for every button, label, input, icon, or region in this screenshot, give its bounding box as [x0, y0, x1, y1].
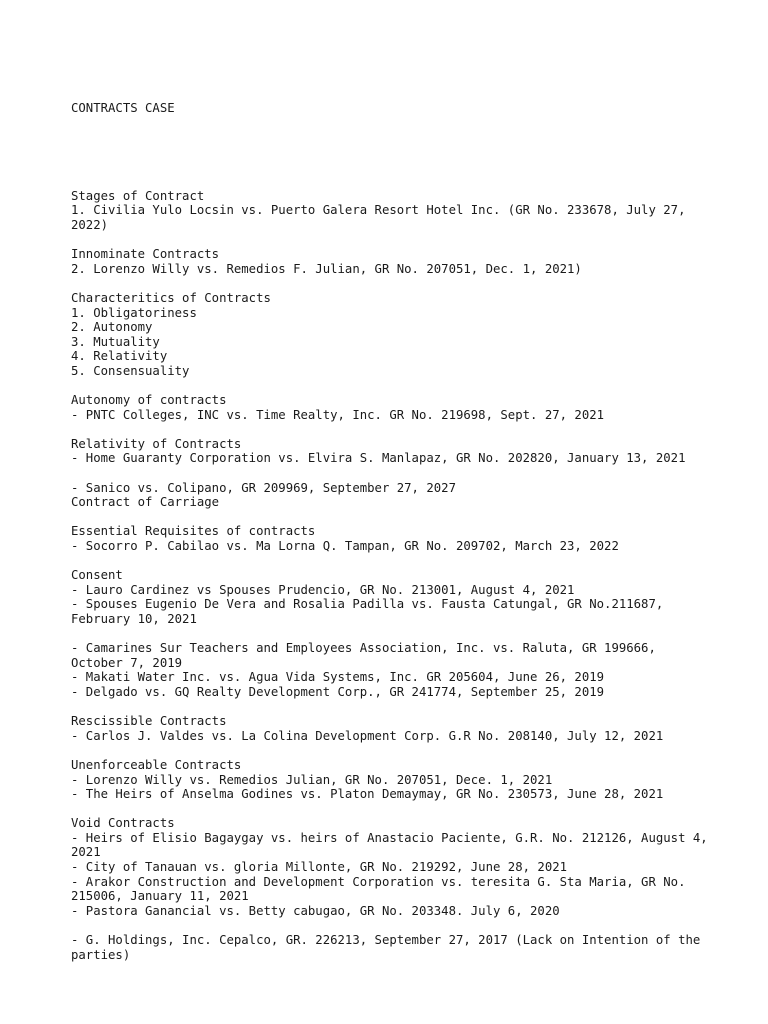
- section-heading: Unenforceable Contracts: [71, 757, 242, 772]
- section: [71, 189, 711, 247]
- section-line: - The Heirs of Anselma Godines vs. Platon Demaymay, GR No. 230573, June 28, 2021: [71, 787, 664, 802]
- section-heading: Void Contracts: [71, 816, 175, 831]
- spacer: [71, 466, 711, 481]
- section-line: - G. Holdings, Inc. Cepalco, GR. 226213, September 27, 2017 (Lack on Intention of the parties): [71, 933, 708, 962]
- section-line: 5. Consensuality: [71, 363, 190, 378]
- spacer: [71, 627, 711, 642]
- section: [71, 816, 716, 933]
- section: [71, 437, 711, 481]
- section-line: - Home Guaranty Corporation vs. Elvira S. Manlapaz, GR No. 202820, January 13, 2021: [71, 451, 686, 466]
- section-line: - PNTC Colleges, INC vs. Time Realty, Inc. GR No. 219698, Sept. 27, 2021: [71, 407, 605, 422]
- spacer: [71, 145, 711, 160]
- section-heading: Essential Requisites of contracts: [71, 524, 316, 539]
- section: [71, 758, 711, 816]
- section: [71, 247, 711, 291]
- section: [71, 481, 711, 525]
- section-line: - Delgado vs. GQ Realty Development Corp., GR 241774, September 25, 2019: [71, 684, 605, 699]
- section-line: 3. Mutuality: [71, 334, 160, 349]
- section-line: - City of Tanauan vs. gloria Millonte, GR No. 219292, June 28, 2021: [71, 860, 568, 875]
- section-heading: Characteritics of Contracts: [71, 290, 271, 305]
- section: [71, 568, 711, 641]
- spacer: [71, 700, 711, 715]
- section: [71, 933, 711, 962]
- section-line: Contract of Carriage: [71, 495, 220, 510]
- spacer: [71, 554, 711, 569]
- spacer: [71, 802, 711, 817]
- document-sections: [71, 188, 716, 962]
- section-line: - Arakor Construction and Development Corporation vs. teresita G. Sta Maria, GR No. 215006, January 11, 2021: [71, 874, 693, 904]
- section-heading: Consent: [71, 568, 123, 583]
- section-line: 4. Relativity: [71, 349, 168, 364]
- spacer: [71, 743, 711, 758]
- section: [71, 291, 711, 393]
- section-heading: Rescissible Contracts: [71, 714, 227, 729]
- section-line: - Sanico vs. Colipano, GR 209969, September 27, 2027: [71, 480, 456, 495]
- section: [71, 714, 711, 758]
- section-line: - Heirs of Elisio Bagaygay vs. heirs of Anastacio Paciente, G.R. No. 212126, August 4, 2021: [71, 830, 716, 860]
- section-line: - Lauro Cardinez vs Spouses Prudencio, GR No. 213001, August 4, 2021: [71, 582, 575, 597]
- section-heading: Innominate Contracts: [71, 247, 220, 262]
- spacer: [71, 510, 711, 525]
- document-body: [71, 72, 716, 977]
- section-line: 2. Lorenzo Willy vs. Remedios F. Julian, GR No. 207051, Dec. 1, 2021): [71, 261, 582, 276]
- section: [71, 524, 711, 568]
- section: [71, 393, 711, 437]
- section-line: - Makati Water Inc. vs. Agua Vida Systems, Inc. GR 205604, June 26, 2019: [71, 670, 605, 685]
- section-line: - Carlos J. Valdes vs. La Colina Development Corp. G.R No. 208140, July 12, 2021: [71, 728, 664, 743]
- spacer: [71, 378, 711, 393]
- section-heading: Stages of Contract: [71, 188, 205, 203]
- section-heading: Autonomy of contracts: [71, 393, 227, 408]
- section-line: - Camarines Sur Teachers and Employees Association, Inc. vs. Raluta, GR 199666, October 7, 2019: [71, 641, 664, 670]
- spacer: [71, 918, 711, 933]
- section-line: 2. Autonomy: [71, 320, 153, 335]
- section-heading: Relativity of Contracts: [71, 436, 242, 451]
- document-title: CONTRACTS CASE: [71, 101, 175, 116]
- section-line: 1. Civilia Yulo Locsin vs. Puerto Galera Resort Hotel Inc. (GR No. 233678, July 27, 2022): [71, 203, 693, 232]
- section-line: 1. Obligatoriness: [71, 305, 197, 320]
- spacer: [71, 422, 711, 437]
- section-line: - Lorenzo Willy vs. Remedios Julian, GR No. 207051, Dece. 1, 2021: [71, 772, 553, 787]
- spacer: [71, 233, 711, 248]
- section-line: - Socorro P. Cabilao vs. Ma Lorna Q. Tampan, GR No. 209702, March 23, 2022: [71, 539, 619, 553]
- spacer: [71, 276, 711, 291]
- section: [71, 641, 711, 714]
- section-line: - Pastora Ganancial vs. Betty cabugao, GR No. 203348. July 6, 2020: [71, 903, 560, 918]
- section-line: - Spouses Eugenio De Vera and Rosalia Padilla vs. Fausta Catungal, GR No.211687, February 10, 2021: [71, 597, 671, 626]
